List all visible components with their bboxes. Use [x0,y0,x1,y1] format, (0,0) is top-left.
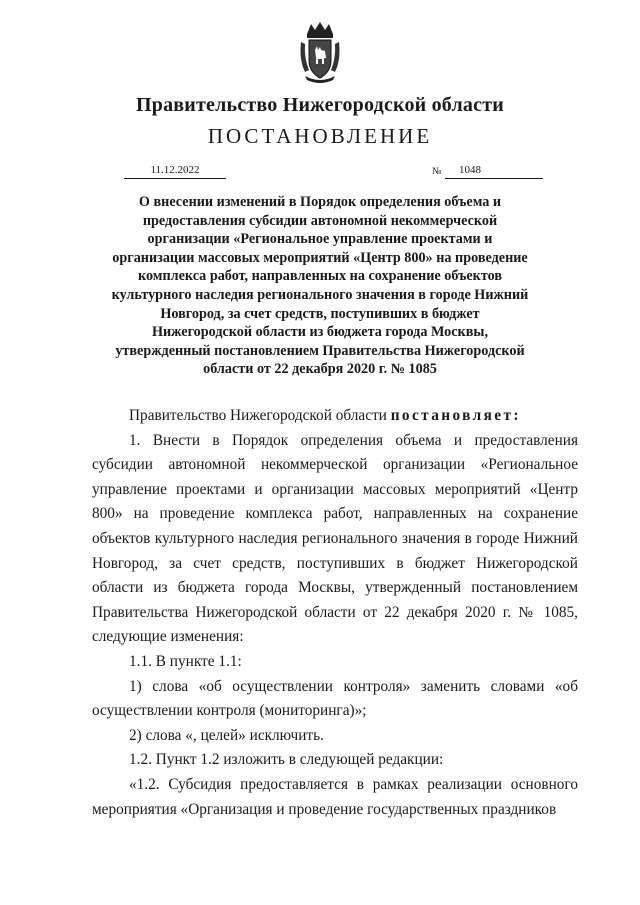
intro-paragraph [92,404,578,429]
paragraph-1-1: 1.1. В пункте 1.1: [129,652,242,670]
paragraph-1: 1. Внести в Порядок определения объема и предоставления субсидии автономной некоммерческой организации «Региональное управление проектами и организации массовых мероприятий «Центр 800» на проведение комплекса работ, направленных на сохранение объектов культурного наследия регионального значения в городе Нижний Новгород, за счет средств, поступивших в бюджет Нижегородской области из бюджета города Москвы, утвержденный постановлением Правительства Нижегородской области от 22 декабря 2020 г. № 1085, следующие изменения: [92,431,578,646]
intro-emphasis: постановляет: [390,407,521,424]
document-type: ПОСТАНОВЛЕНИЕ [207,124,433,148]
coat-of-arms-icon [297,20,343,84]
document-body [92,404,578,822]
paragraph-quote: «1.2. Субсидия предоставляется в рамках реализации основного мероприятия «Организация и проведение государственных праздников [92,775,578,818]
paragraph-1-2: 1.2. Пункт 1.2 изложить в следующей редакции: [129,751,444,769]
intro-prefix: Правительство Нижегородской области [129,407,391,424]
document-number: 1048 [459,164,481,176]
document-title: О внесении изменений в Порядок определения объема и предоставления субсидии автономной некоммерческой организации «Региональное управление проектами и организации массовых мероприятий «Центр 800» на проведение комплекса работ, направленных на сохранение объектов культурного наследия регионального значения в городе Нижний Новгород, за счет средств, поступивших в бюджет Нижегородской области из бюджета города Москвы, утвержденный постановлением Правительства Нижегородской области от 22 декабря 2020 г. № 1085 [111,194,529,378]
paragraph-item-1: 1) слова «об осуществлении контроля» заменить словами «об осуществлении контроля (мониторинга)»; [92,677,578,720]
document-number-field [445,162,543,179]
paragraph-item-2: 2) слова «, целей» исключить. [129,726,324,744]
document-date: 11.12.2022 [124,162,226,179]
organization-name: Правительство Нижегородской области [136,94,504,116]
number-label: № [432,166,442,177]
